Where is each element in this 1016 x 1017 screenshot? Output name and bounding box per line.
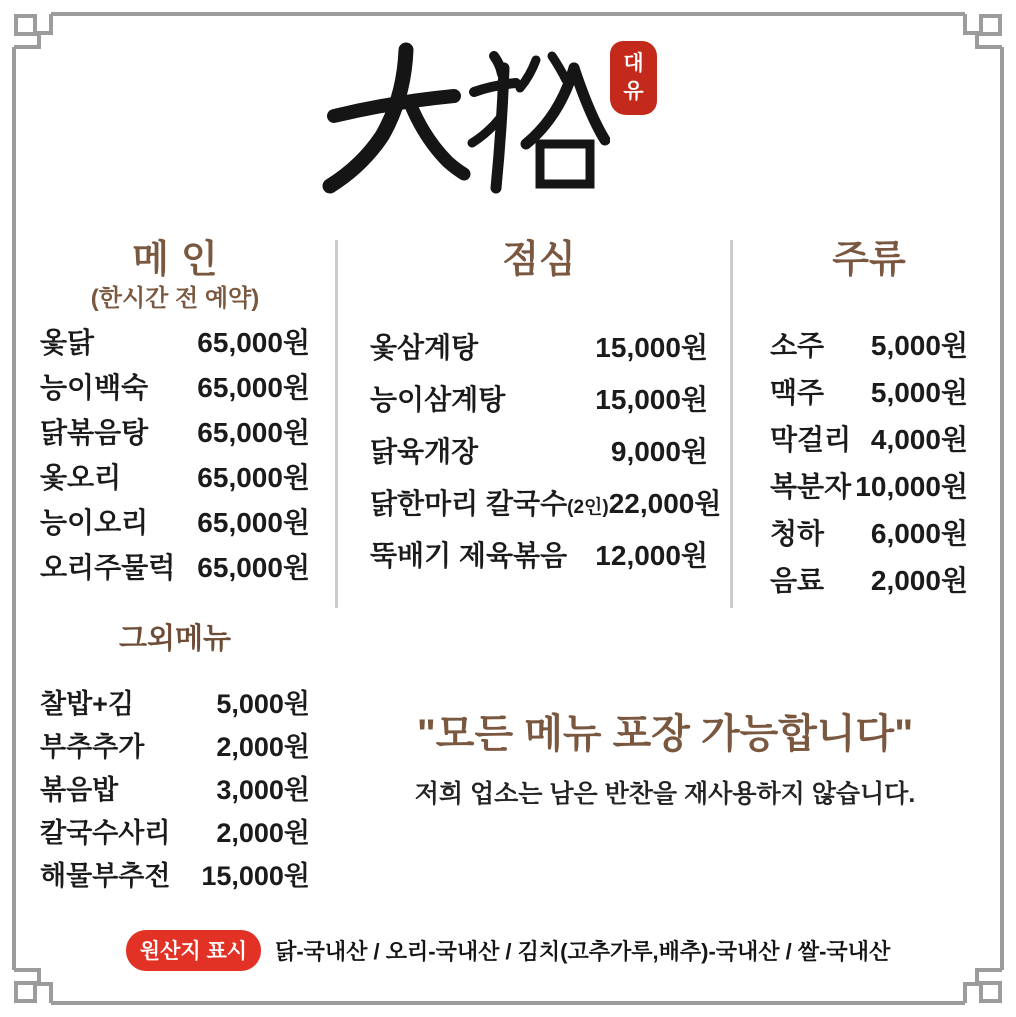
item-price: 3,000원 (216, 775, 310, 805)
menu-item (40, 363, 310, 408)
menu-item (770, 508, 968, 555)
section-main-items (40, 318, 310, 588)
menu-item (40, 766, 310, 809)
item-price: 2,000원 (216, 818, 310, 848)
logo-text (0, 0, 1, 1)
menu-item (770, 461, 968, 508)
item-name: 음료 (770, 564, 825, 596)
section-lunch-title: 점심 (502, 239, 576, 281)
menu-item (40, 543, 310, 588)
menu-item (770, 320, 968, 367)
item-name: 볶음밥 (40, 775, 119, 805)
item-name: 복분자 (770, 470, 852, 502)
item-name: 찰밥+김 (40, 689, 135, 719)
item-name: 닭한마리 칼국수(2인) (370, 488, 609, 519)
no-reuse-notice: 저희 업소는 남은 반찬을 재사용하지 않습니다. (414, 780, 916, 808)
calligraphy-logo (322, 38, 610, 200)
item-price: 5,000원 (870, 376, 968, 408)
column-divider (335, 240, 338, 608)
menu-item (40, 408, 310, 453)
item-price: 65,000원 (197, 461, 310, 493)
item-name: 옻오리 (40, 461, 122, 493)
section-drinks-title: 주류 (832, 239, 906, 281)
item-name: 청하 (770, 517, 825, 549)
column-divider (730, 240, 733, 608)
takeout-notice-headline: "모든 메뉴 포장 가능합니다" (416, 712, 914, 756)
item-name: 오리주물럭 (40, 551, 176, 583)
section-extra-items (40, 680, 310, 895)
takeout-notice (338, 710, 992, 810)
seal-char-1: 대 (623, 51, 644, 75)
item-name: 소주 (770, 329, 825, 361)
item-name: 능이삼계탕 (370, 384, 506, 415)
item-price: 65,000원 (197, 551, 310, 583)
menu-item (40, 809, 310, 852)
section-main (40, 236, 310, 588)
origin-text: 닭-국내산 / 오리-국내산 / 김치(고추가루,배추)-국내산 / 쌀-국내산 (275, 939, 891, 964)
red-seal-stamp (611, 42, 656, 114)
menu-item (370, 372, 708, 424)
menu-item (770, 414, 968, 461)
item-price: 15,000원 (201, 861, 310, 891)
section-extra-title: 그외메뉴 (118, 623, 232, 655)
item-name: 능이오리 (40, 506, 149, 538)
section-lunch-items (370, 320, 722, 580)
item-price: 12,000원 (595, 540, 708, 571)
item-price: 15,000원 (595, 384, 708, 415)
menu-item (370, 528, 708, 580)
section-drinks (770, 236, 968, 602)
item-name: 칼국수사리 (40, 818, 171, 848)
menu-item (40, 498, 310, 543)
section-main-subtitle: (한시간 전 예약) (90, 285, 260, 312)
item-name: 뚝배기 제육볶음 (370, 540, 568, 571)
section-drinks-items (770, 320, 968, 602)
item-price: 4,000원 (870, 423, 968, 455)
item-price: 65,000원 (197, 371, 310, 403)
item-name: 닭볶음탕 (40, 416, 149, 448)
item-name: 닭육개장 (370, 436, 479, 467)
section-lunch (370, 236, 722, 580)
item-price: 2,000원 (216, 732, 310, 762)
item-price: 65,000원 (197, 326, 310, 358)
item-price: 65,000원 (197, 506, 310, 538)
item-name: 해물부추전 (40, 861, 171, 891)
item-price: 2,000원 (870, 564, 968, 596)
item-price: 5,000원 (870, 329, 968, 361)
menu-item (40, 723, 310, 766)
section-extra (40, 622, 310, 895)
item-price: 6,000원 (870, 517, 968, 549)
item-price: 9,000원 (610, 436, 708, 467)
menu-item (370, 320, 708, 372)
item-serving-note: (2인) (567, 497, 609, 518)
item-price: 10,000원 (855, 470, 968, 502)
menu-item (40, 680, 310, 723)
menu-item (370, 424, 708, 476)
item-price: 15,000원 (595, 332, 708, 363)
menu-item (40, 453, 310, 498)
menu-item (770, 555, 968, 602)
item-price: 22,000원 (608, 488, 722, 519)
seal-char-2: 유 (623, 80, 644, 103)
item-price: 65,000원 (197, 416, 310, 448)
section-main-title: 메인 (132, 239, 230, 281)
item-name: 능이백숙 (40, 371, 149, 403)
menu-item (370, 476, 722, 528)
item-name: 부추추가 (40, 732, 145, 762)
item-name: 옻삼계탕 (370, 332, 479, 363)
item-name: 막걸리 (770, 423, 852, 455)
menu-item (770, 367, 968, 414)
origin-badge: 원산지 표시 (126, 930, 261, 971)
item-name: 옻닭 (40, 326, 95, 358)
menu-item (40, 852, 310, 895)
menu-item (40, 318, 310, 363)
item-price: 5,000원 (216, 689, 310, 719)
origin-footer (0, 930, 1016, 971)
item-name: 맥주 (770, 376, 825, 408)
